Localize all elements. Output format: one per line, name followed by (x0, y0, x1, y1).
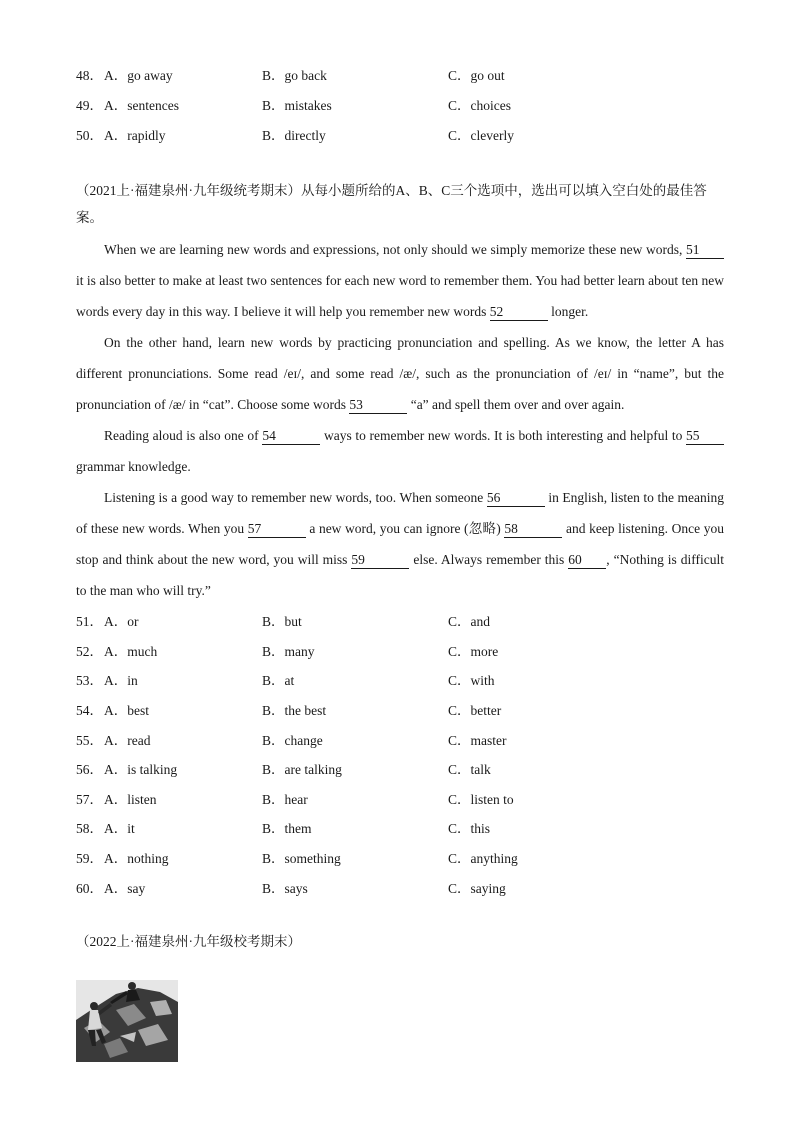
option-b: B．says (262, 881, 308, 896)
option-c: C．cleverly (448, 128, 514, 143)
option-c: C．anything (448, 851, 518, 866)
question-number: 51． (76, 614, 103, 629)
blank-52: 52 (490, 304, 548, 321)
question-row-49 (76, 94, 736, 114)
option-b: B．the best (262, 703, 327, 718)
option-a: A．rapidly (104, 128, 166, 143)
question-row-55 (76, 729, 736, 749)
blank-57: 57 (248, 521, 306, 538)
paragraph-4: Listening is a good way to remember new words, too. When someone 56 in English, listen to the meaning of these new words. When you 57 a new word, you can ignore (忽略) 58 and keep listening. Once you stop and think about the new word, you will miss 59 else. Always remember this 60 , “Nothing is difficult to the man who will try.” (76, 490, 725, 598)
option-c: C．talk (448, 762, 491, 777)
blank-55: 55 (686, 428, 724, 445)
section-header-2: （2022上·福建泉州·九年级校考期末） (76, 934, 301, 949)
option-c: C．master (448, 733, 507, 748)
option-b: B．them (262, 821, 312, 836)
question-row-59 (76, 847, 736, 867)
blank-60: 60 (568, 552, 606, 569)
option-c: C．this (448, 821, 491, 836)
question-number: 56． (76, 762, 103, 777)
option-b: B．change (262, 733, 323, 748)
blank-54: 54 (262, 428, 320, 445)
option-c: C．listen to (448, 792, 514, 807)
question-row-57 (76, 788, 736, 808)
option-b: B．directly (262, 128, 326, 143)
question-number: 57． (76, 792, 103, 807)
option-b: B．at (262, 673, 295, 688)
blank-58: 58 (504, 521, 562, 538)
option-b: B．hear (262, 792, 308, 807)
option-c: C．choices (448, 98, 511, 113)
question-number: 60． (76, 881, 103, 896)
climbers-photo (76, 980, 178, 1062)
option-a: A．it (104, 821, 135, 836)
option-a: A．go away (104, 68, 173, 83)
option-c: C．and (448, 614, 490, 629)
question-row-52 (76, 640, 736, 660)
blank-53: 53 (349, 397, 407, 414)
question-number: 54． (76, 703, 103, 718)
option-c: C．with (448, 673, 495, 688)
option-a: A．or (104, 614, 139, 629)
question-row-48 (76, 64, 736, 84)
option-b: B．but (262, 614, 302, 629)
question-row-50 (76, 124, 736, 144)
paragraph-1: When we are learning new words and expressions, not only should we simply memorize these new words, 51 it is also better to make at least two sentences for each new word to remember them. You had better learn about ten new words every day in this way. I believe it will help you remember new words 52 longer. (76, 242, 724, 319)
question-number: 49． (76, 98, 103, 113)
option-a: A．is talking (104, 762, 178, 777)
question-number: 55． (76, 733, 103, 748)
question-number: 53． (76, 673, 103, 688)
blank-56: 56 (487, 490, 545, 507)
paragraph-3: Reading aloud is also one of 54 ways to remember new words. It is both interesting and helpful to 55 grammar knowledge. (76, 420, 724, 482)
option-a: A．much (104, 644, 158, 659)
option-b: B．many (262, 644, 315, 659)
option-a: A．best (104, 703, 149, 718)
question-row-54 (76, 699, 736, 719)
question-number: 52． (76, 644, 103, 659)
blank-59: 59 (351, 552, 409, 569)
option-c: C．saying (448, 881, 506, 896)
option-c: C．better (448, 703, 502, 718)
question-number: 50． (76, 128, 103, 143)
option-c: C．more (448, 644, 499, 659)
option-b: B．mistakes (262, 98, 332, 113)
option-a: A．in (104, 673, 138, 688)
option-a: A．say (104, 881, 146, 896)
question-row-58 (76, 817, 736, 837)
question-row-60 (76, 877, 736, 897)
option-a: A．listen (104, 792, 157, 807)
option-b: B．something (262, 851, 341, 866)
option-b: B．go back (262, 68, 327, 83)
option-b: B．are talking (262, 762, 342, 777)
passage (76, 234, 724, 606)
question-number: 58． (76, 821, 103, 836)
option-c: C．go out (448, 68, 505, 83)
option-a: A．nothing (104, 851, 169, 866)
blank-51: 51 (686, 242, 724, 259)
question-number: 59． (76, 851, 103, 866)
section-header: （2021上·福建泉州·九年级统考期末）从每小题所给的A、B、C三个选项中，选出可以填入空白处的最佳答案。 (76, 183, 707, 225)
option-a: A．read (104, 733, 151, 748)
question-row-53 (76, 669, 736, 689)
paragraph-2: On the other hand, learn new words by practicing pronunciation and spelling. As we know, the letter A has different pronunciations. Some read /eɪ/, and some read /æ/, such as the pronunciation of /eɪ/ in “name”, but the pronunciation of /æ/ in “cat”. Choose some words 53 “a” and spell them over and over again. (76, 335, 724, 412)
question-row-56 (76, 758, 736, 778)
question-row-51 (76, 610, 736, 630)
question-number: 48． (76, 68, 103, 83)
option-a: A．sentences (104, 98, 179, 113)
